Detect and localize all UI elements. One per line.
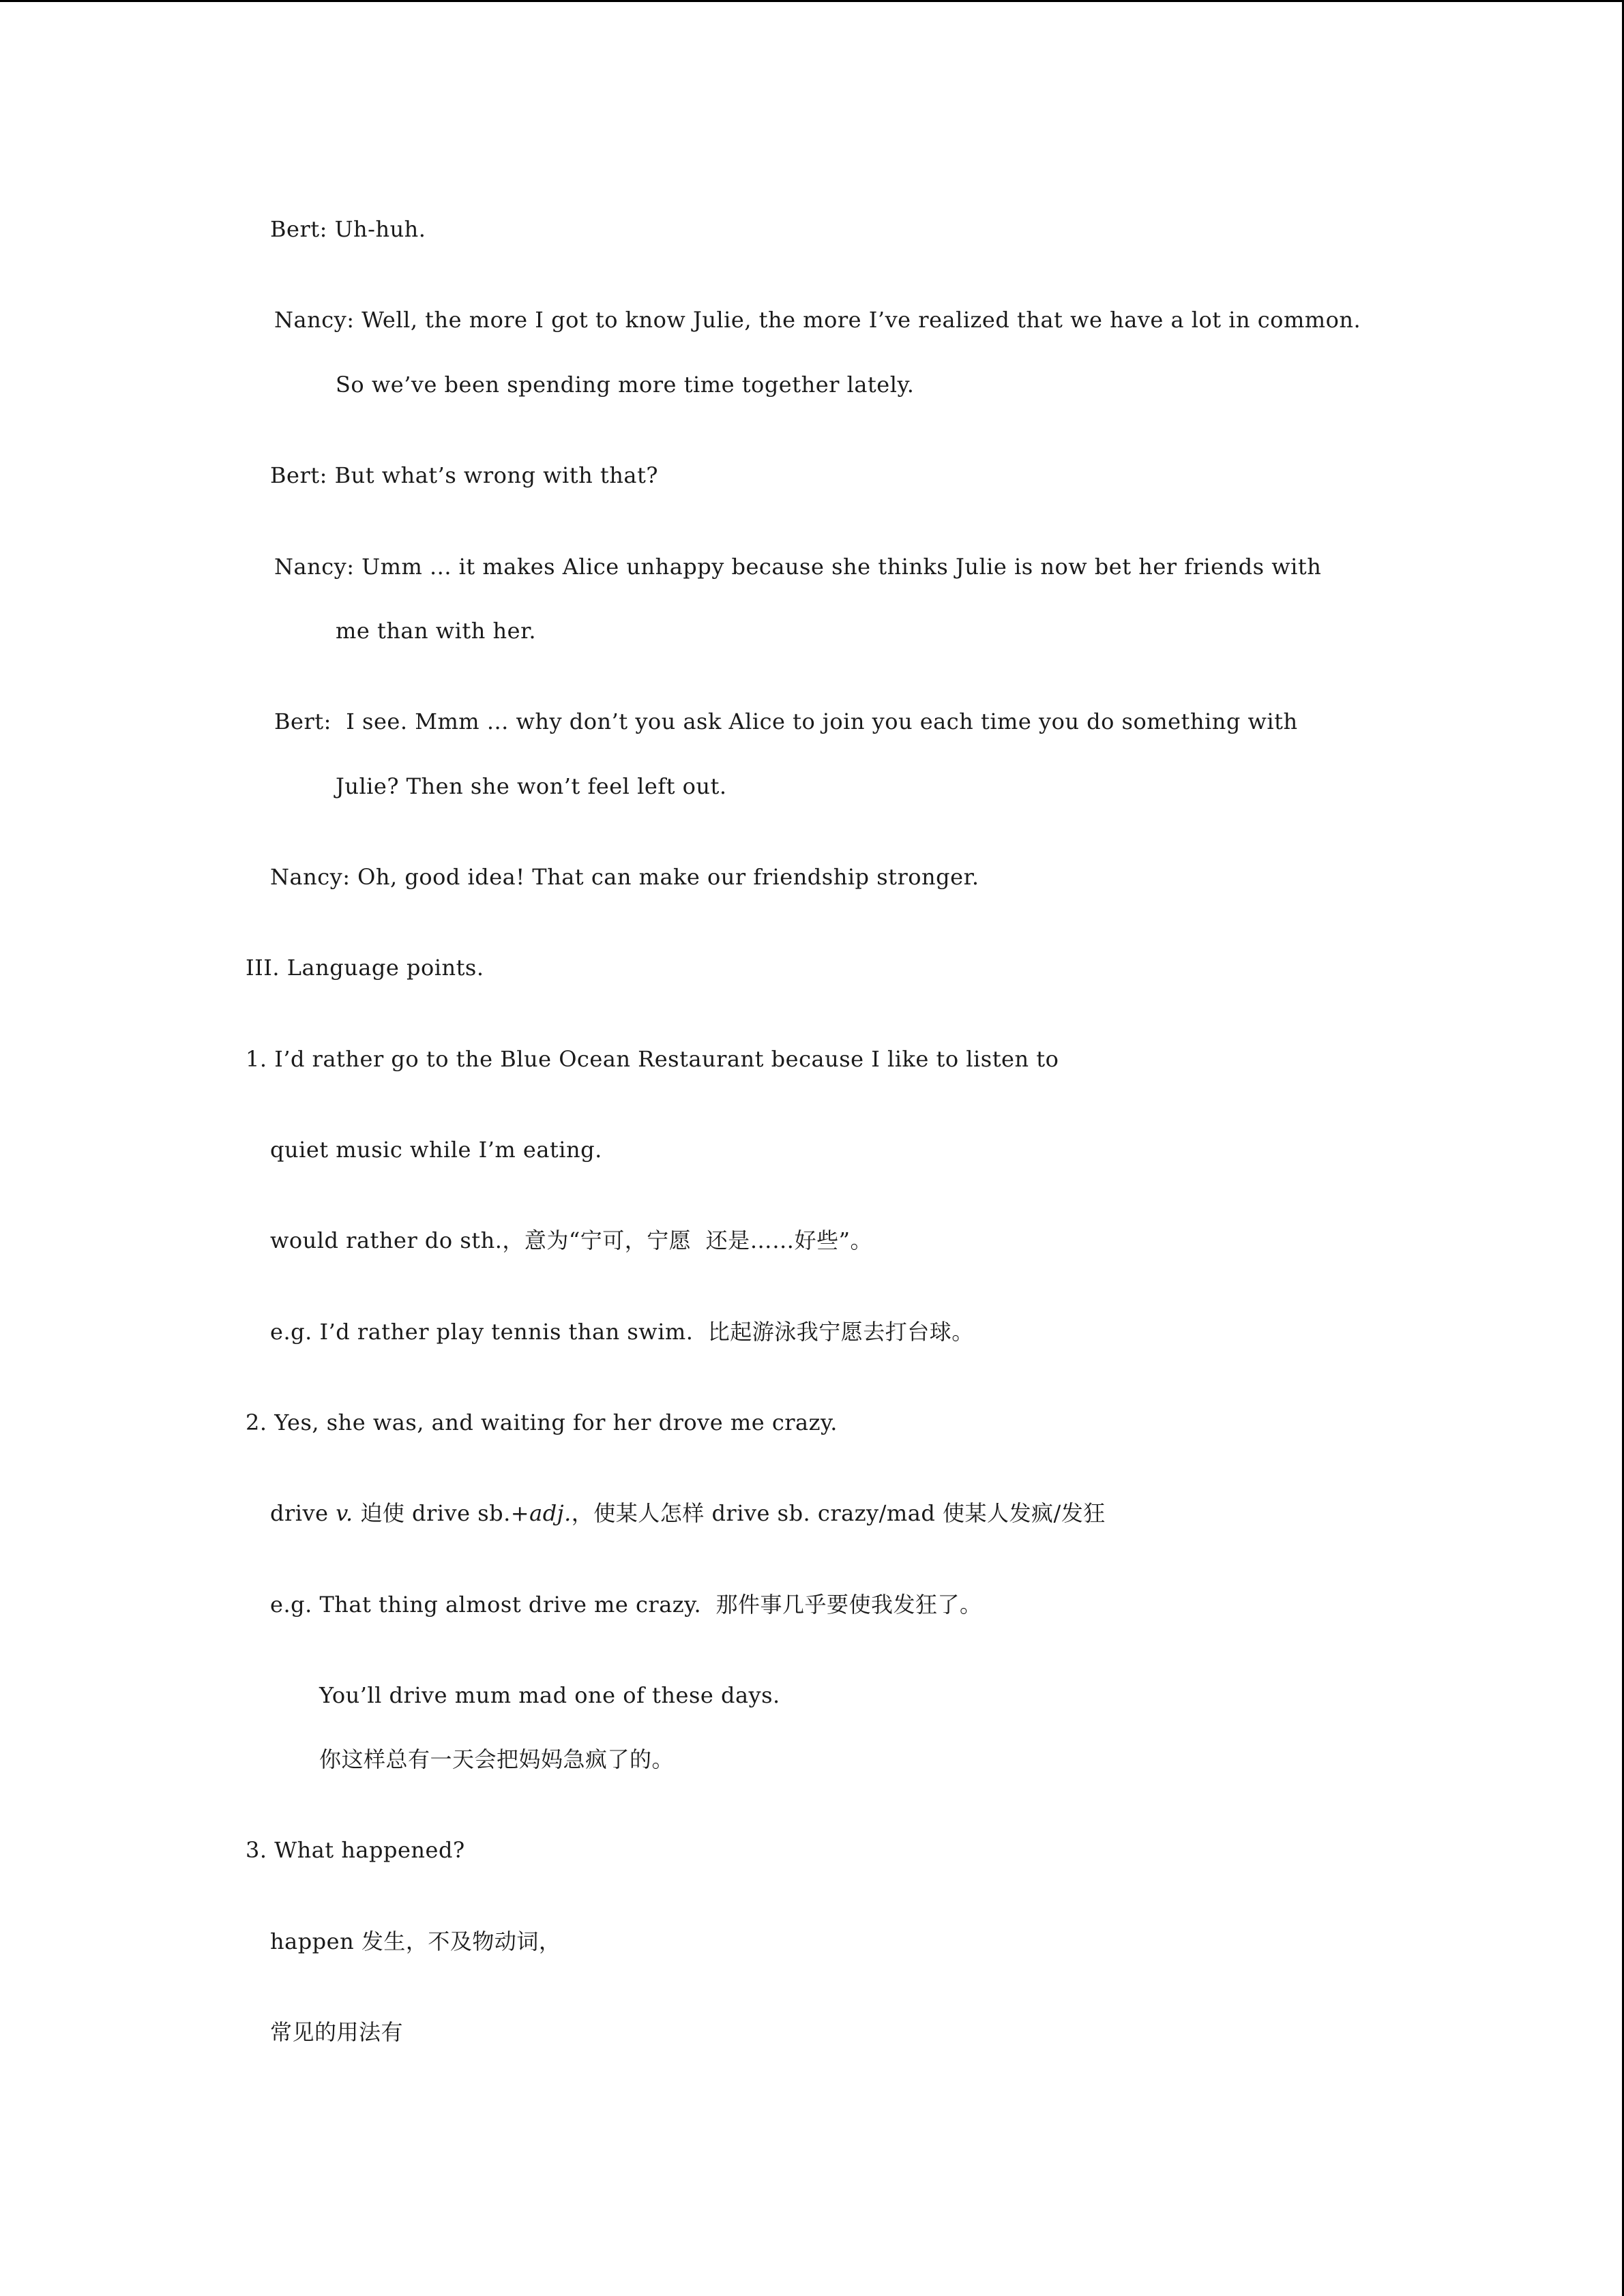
dialogue-line-bert-3-cont: Julie? Then she won’t feel left out. (336, 773, 727, 799)
dialogue-line-bert-2: Bert: But what’s wrong with that? (270, 462, 658, 488)
expl-meaning: ，使某人怎样 drive sb. crazy/mad 使某人发疯/发狂 (571, 1500, 1106, 1526)
point-2-example: e.g. That thing almost drive me crazy. 那件事几乎要使我发狂了。 (270, 1592, 982, 1617)
dialogue-line-nancy-2: Nancy: Umm ... it makes Alice unhappy because she thinks Julie is now bet her friends with (274, 554, 1322, 580)
dialogue-line-bert-1: Bert: Uh-huh. (270, 216, 426, 242)
point-2-example2-zh: 你这样总有一天会把妈妈急疯了的。 (319, 1746, 675, 1772)
point-2-example2-en: You’ll drive mum mad one of these days. (319, 1682, 780, 1708)
point-1-explanation: would rather do sth.，意为“宁可，宁愿 还是……好些”。 (270, 1227, 872, 1253)
expl-pos-verb: v. (336, 1500, 353, 1526)
expl-pos-adj: adj. (529, 1500, 572, 1526)
section-heading: III. Language points. (246, 955, 484, 981)
point-2-sentence: 2. Yes, she was, and waiting for her drove me crazy. (246, 1410, 838, 1435)
point-2-explanation (270, 1500, 1106, 1527)
point-1-example: e.g. I’d rather play tennis than swim. 比起游泳我宁愿去打台球。 (270, 1319, 974, 1345)
dialogue-line-bert-3: Bert: I see. Mmm ... why don’t you ask Alice to join you each time you do something with (274, 709, 1298, 734)
page-top-border (0, 0, 1624, 2)
point-3-explanation-cont: 常见的用法有 (270, 2019, 404, 2045)
expl-pattern: 迫使 drive sb.+ (353, 1500, 530, 1526)
expl-word: drive (270, 1500, 336, 1526)
point-1-sentence-cont: quiet music while I’m eating. (270, 1137, 602, 1163)
dialogue-line-nancy-3: Nancy: Oh, good idea! That can make our friendship stronger. (270, 864, 979, 890)
point-3-explanation: happen 发生，不及物动词， (270, 1928, 561, 1954)
dialogue-line-nancy-2-cont: me than with her. (336, 618, 537, 644)
dialogue-line-nancy-1: Nancy: Well, the more I got to know Julie, the more I’ve realized that we have a lot in common. (274, 307, 1361, 333)
point-3-sentence: 3. What happened? (246, 1837, 465, 1863)
point-1-sentence: 1. I’d rather go to the Blue Ocean Restaurant because I like to listen to (246, 1046, 1059, 1072)
dialogue-line-nancy-1-cont: So we’ve been spending more time together lately. (336, 372, 915, 398)
